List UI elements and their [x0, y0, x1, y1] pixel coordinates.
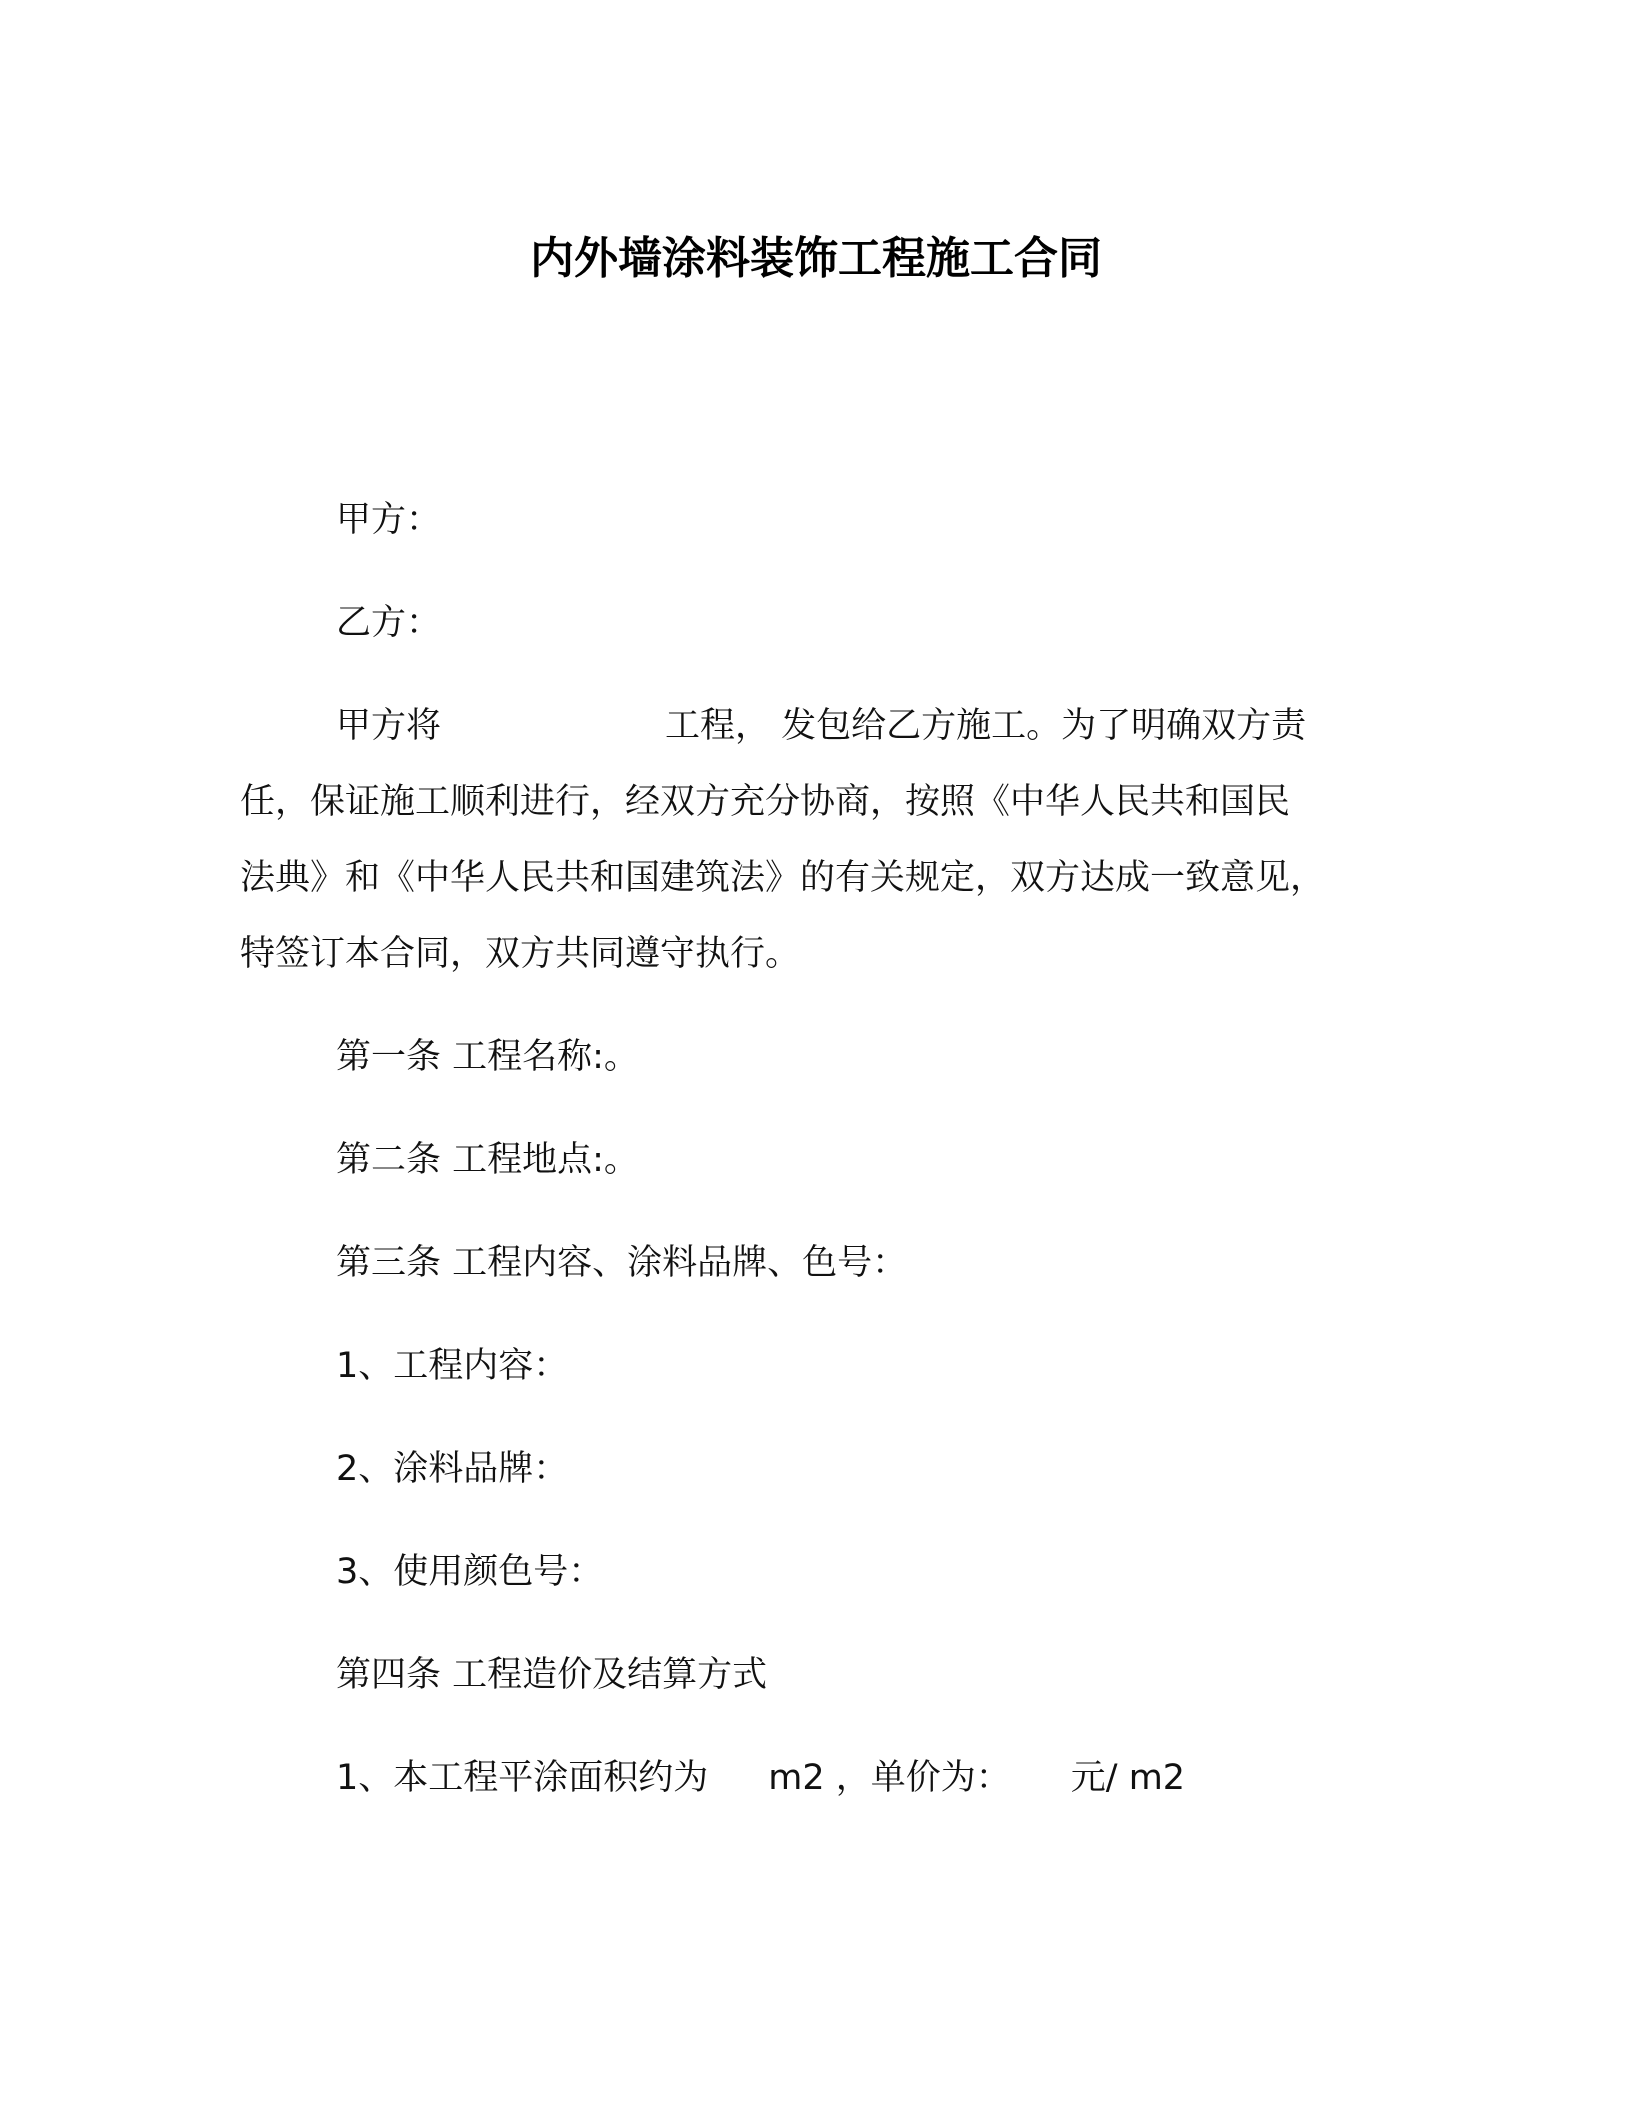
- intro-line-3: 法典》和《中华人民共和国建筑法》的有关规定，双方达成一致意见，: [240, 858, 1326, 898]
- party-b-line: 乙方：: [336, 603, 442, 643]
- intro-line-4: 特签订本合同，双方共同遵守执行。: [240, 934, 801, 974]
- clause-4-1-unit-price: m2 ，单价为：: [768, 1758, 1011, 1798]
- article-1: 第一条 工程名称:。: [336, 1037, 639, 1077]
- article-3: 第三条 工程内容、涂料品牌、色号：: [336, 1243, 908, 1283]
- intro-line-1: [336, 706, 1306, 746]
- document-title: 内外墙涂料装饰工程施工合同: [530, 233, 1102, 284]
- clause-4-1-unit: 元/ m2: [1070, 1758, 1186, 1798]
- item-2: 2、涂料品牌：: [336, 1449, 569, 1489]
- intro-line-1-start: 甲方将: [336, 706, 442, 746]
- article-4: 第四条 工程造价及结算方式: [336, 1655, 768, 1695]
- article-2: 第二条 工程地点:。: [336, 1140, 639, 1180]
- clause-4-1: [336, 1758, 1185, 1798]
- item-1: 1、工程内容：: [336, 1346, 569, 1386]
- intro-line-2: 任，保证施工顺利进行，经双方充分协商，按照《中华人民共和国民: [240, 782, 1291, 822]
- party-a-line: 甲方：: [336, 500, 442, 540]
- item-3: 3、使用颜色号：: [336, 1552, 604, 1592]
- intro-line-1-end: 工程， 发包给乙方施工。为了明确双方责: [665, 706, 1307, 746]
- clause-4-1-area: 1、本工程平涂面积约为: [336, 1758, 709, 1798]
